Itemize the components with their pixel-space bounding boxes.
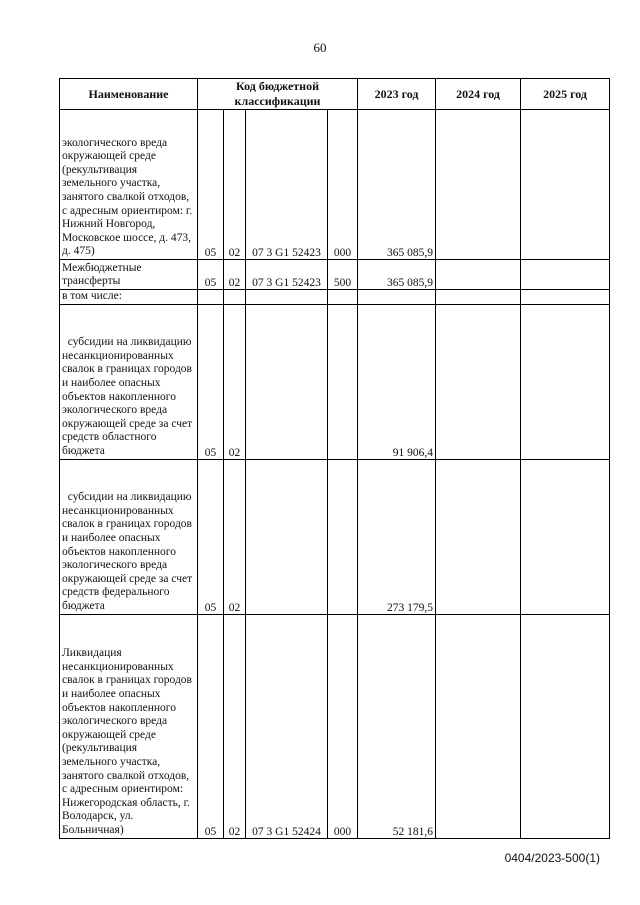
row-name: в том числе: bbox=[60, 290, 198, 305]
row-code-section: 05 bbox=[198, 260, 224, 290]
row-value-2023: 91 906,4 bbox=[358, 304, 436, 459]
document-code: 0404/2023-500(1) bbox=[504, 851, 600, 865]
row-value-2023: 365 085,9 bbox=[358, 110, 436, 260]
header-code: Код бюджетной классификации bbox=[198, 79, 358, 110]
table-row bbox=[60, 110, 610, 260]
row-name: субсидии на ликвидацию несанкционированных свалок в границах городов и наиболее опасных объектов накопленного экологического вреда окружающей среде за счет средств федерального бюджета bbox=[60, 459, 198, 614]
row-code-target bbox=[246, 304, 328, 459]
table-header-row bbox=[60, 79, 610, 110]
row-code-type: 500 bbox=[328, 260, 358, 290]
row-code-subsection: 02 bbox=[224, 614, 246, 838]
row-code-section bbox=[198, 290, 224, 305]
row-code-type: 000 bbox=[328, 614, 358, 838]
row-value-2024 bbox=[436, 260, 521, 290]
row-code-type bbox=[328, 459, 358, 614]
row-name: экологического вреда окружающей среде (рекультивация земельного участка, занятого свалкой отходов, с адресным ориентиром: г. Нижний Новгород, Московское шоссе, д. 473, д. 475) bbox=[60, 110, 198, 260]
row-value-2025 bbox=[521, 110, 610, 260]
row-value-2025 bbox=[521, 304, 610, 459]
row-value-2023: 52 181,6 bbox=[358, 614, 436, 838]
row-value-2023: 273 179,5 bbox=[358, 459, 436, 614]
row-name: Ликвидация несанкционированных свалок в границах городов и наиболее опасных объектов накопленного экологического вреда окружающей среде (рекультивация земельного участка, занятого свалкой отходов, с адресным ориентиром: Нижегородская область, г. Володарск, ул. Больничная) bbox=[60, 614, 198, 838]
table-row bbox=[60, 260, 610, 290]
row-code-target: 07 3 G1 52423 bbox=[246, 260, 328, 290]
row-code-type bbox=[328, 304, 358, 459]
row-code-type: 000 bbox=[328, 110, 358, 260]
row-code-section: 05 bbox=[198, 614, 224, 838]
row-name: субсидии на ликвидацию несанкционированных свалок в границах городов и наиболее опасных объектов накопленного экологического вреда окружающей среде за счет средств областного бюджета bbox=[60, 304, 198, 459]
row-value-2025 bbox=[521, 260, 610, 290]
page-number: 60 bbox=[313, 40, 327, 55]
row-value-2025 bbox=[521, 290, 610, 305]
table-row bbox=[60, 290, 610, 305]
row-value-2023: 365 085,9 bbox=[358, 260, 436, 290]
table-row bbox=[60, 459, 610, 614]
header-name: Наименование bbox=[60, 79, 198, 110]
row-code-subsection: 02 bbox=[224, 260, 246, 290]
row-code-subsection bbox=[224, 290, 246, 305]
row-value-2025 bbox=[521, 614, 610, 838]
row-value-2024 bbox=[436, 110, 521, 260]
row-code-section: 05 bbox=[198, 459, 224, 614]
row-value-2023 bbox=[358, 290, 436, 305]
row-value-2024 bbox=[436, 304, 521, 459]
table-row bbox=[60, 304, 610, 459]
row-code-target bbox=[246, 459, 328, 614]
row-value-2024 bbox=[436, 290, 521, 305]
row-code-subsection: 02 bbox=[224, 459, 246, 614]
header-2025: 2025 год bbox=[521, 79, 610, 110]
row-code-section: 05 bbox=[198, 110, 224, 260]
row-name: Межбюджетные трансферты bbox=[60, 260, 198, 290]
header-2023: 2023 год bbox=[358, 79, 436, 110]
row-code-section: 05 bbox=[198, 304, 224, 459]
row-value-2024 bbox=[436, 459, 521, 614]
row-code-subsection: 02 bbox=[224, 110, 246, 260]
row-value-2025 bbox=[521, 459, 610, 614]
row-code-target: 07 3 G1 52424 bbox=[246, 614, 328, 838]
row-code-target bbox=[246, 290, 328, 305]
row-code-type bbox=[328, 290, 358, 305]
header-2024: 2024 год bbox=[436, 79, 521, 110]
table-row bbox=[60, 614, 610, 838]
budget-table bbox=[59, 78, 610, 839]
row-value-2024 bbox=[436, 614, 521, 838]
row-code-subsection: 02 bbox=[224, 304, 246, 459]
row-code-target: 07 3 G1 52423 bbox=[246, 110, 328, 260]
